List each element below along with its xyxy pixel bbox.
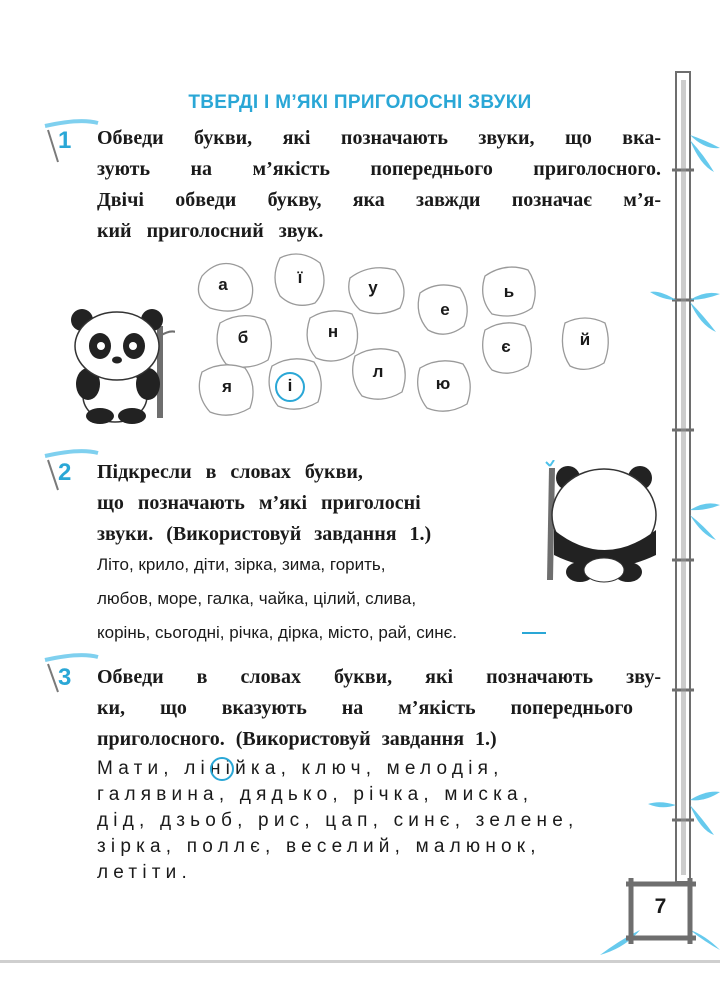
page-title: ТВЕРДІ І М’ЯКІ ПРИГОЛОСНІ ЗВУКИ bbox=[188, 92, 532, 113]
task-1-line: зують на м’якість попереднього приголосного. bbox=[97, 158, 661, 180]
brush-stroke-2 bbox=[45, 451, 98, 456]
task-3-line: ки, що вказують на м’якість попереднього bbox=[97, 697, 633, 719]
bottom-divider bbox=[0, 960, 720, 963]
task-3-line: Обведи в словах букви, які позначають зву- bbox=[97, 666, 661, 688]
task-1-line: кий приголосний звук. bbox=[97, 220, 324, 242]
word-line: Мати, лінійка, ключ, мелодія, bbox=[97, 758, 504, 779]
word-line: летіти. bbox=[97, 862, 192, 883]
task-2-words bbox=[97, 548, 577, 650]
leaf-letter: е bbox=[440, 300, 450, 319]
task-1-line: Двічі обведи букву, яка завжди позначає м’я- bbox=[97, 189, 661, 211]
task-3-text bbox=[97, 662, 661, 755]
brush-stroke-1 bbox=[45, 121, 98, 126]
task-2-line: звуки. (Використовуй завдання 1.) bbox=[97, 523, 432, 545]
word-line: любов, море, галка, чайка, цілий, слива, bbox=[97, 589, 417, 608]
task-3-line: приголосного. (Використовуй завдання 1.) bbox=[97, 728, 497, 750]
task-number-1: 1 bbox=[58, 127, 72, 154]
page-number: 7 bbox=[654, 895, 667, 918]
leaf-letter: н bbox=[327, 322, 339, 341]
circle-mark bbox=[208, 756, 236, 784]
word-line: дід, дзьоб, рис, цап, синє, зелене, bbox=[97, 810, 579, 831]
task-number-3: 3 bbox=[58, 664, 72, 691]
bamboo-icon bbox=[672, 72, 694, 882]
word-line: зірка, поллє, веселий, малюнок, bbox=[97, 836, 541, 857]
task-2-line: Підкресли в словах букви, bbox=[97, 461, 363, 483]
leaf-letter: й bbox=[579, 330, 591, 349]
word-line: Літо, крило, діти, зірка, зима, горить, bbox=[97, 555, 386, 574]
task-number-2: 2 bbox=[58, 459, 72, 486]
leaf-letter: я bbox=[222, 377, 232, 396]
leaf-letter: ю bbox=[435, 374, 451, 393]
word-line: корінь, сьогодні, річка, дірка, місто, рай, синє. bbox=[97, 623, 458, 642]
task-2-text bbox=[97, 457, 531, 550]
leaf-letter: є bbox=[501, 337, 511, 356]
task-3-words bbox=[97, 756, 667, 886]
panda-back-icon bbox=[540, 460, 670, 590]
leaves-illustration bbox=[180, 248, 620, 448]
underline-mark bbox=[522, 632, 546, 634]
leaf-letter: у bbox=[368, 278, 378, 297]
leaf-letter: ї bbox=[297, 268, 303, 287]
brush-stroke-3 bbox=[45, 655, 98, 660]
word-line: галявина, дядько, річка, миска, bbox=[97, 784, 534, 805]
task-1-text bbox=[97, 123, 661, 247]
leaf-letter: б bbox=[237, 328, 249, 347]
leaf-letter: ь bbox=[503, 282, 515, 301]
leaf-letter: а bbox=[218, 275, 228, 294]
panda-icon bbox=[60, 306, 175, 424]
task-2-line: що позначають м’які приголосні bbox=[97, 492, 421, 514]
leaf-letter: л bbox=[372, 362, 384, 381]
task-1-line: Обведи букви, які позначають звуки, що вка- bbox=[97, 127, 661, 149]
leaf-letter: і bbox=[287, 376, 293, 395]
